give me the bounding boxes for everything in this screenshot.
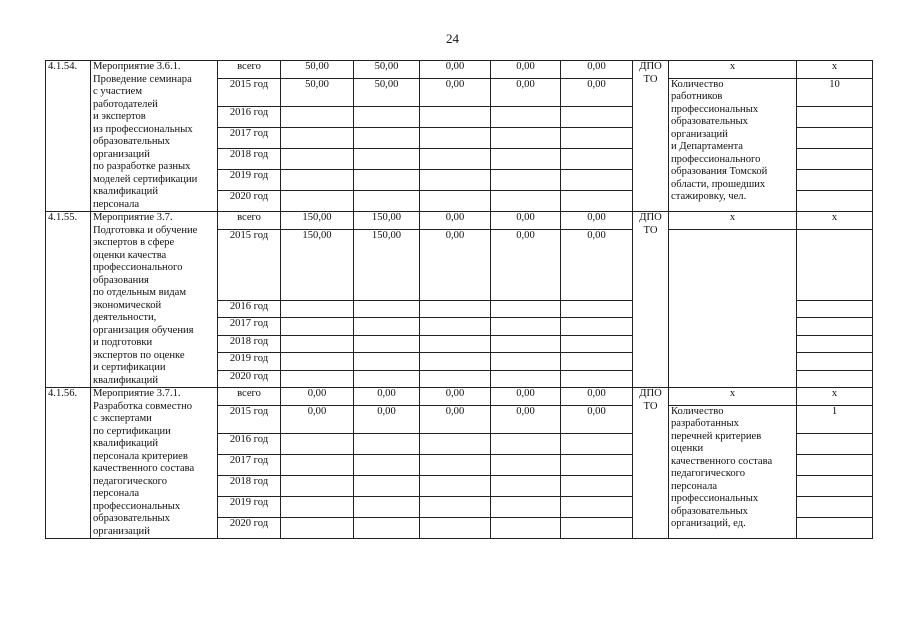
funding-value bbox=[491, 170, 561, 191]
page-number: 24 bbox=[446, 31, 459, 46]
funding-value bbox=[561, 434, 633, 455]
indicator-value bbox=[797, 149, 873, 170]
funding-value bbox=[491, 476, 561, 497]
executor: ДПО ТО bbox=[633, 388, 669, 539]
year-label: 2018 год bbox=[218, 335, 281, 353]
funding-value bbox=[281, 318, 354, 336]
funding-value: 0,00 bbox=[420, 61, 491, 79]
indicator-value bbox=[797, 318, 873, 336]
funding-value: 0,00 bbox=[561, 78, 633, 107]
funding-value: 0,00 bbox=[561, 405, 633, 434]
indicator-value bbox=[797, 370, 873, 388]
funding-value bbox=[420, 318, 491, 336]
indicator-value bbox=[797, 518, 873, 539]
year-label: 2017 год bbox=[218, 318, 281, 336]
year-label: 2017 год bbox=[218, 128, 281, 149]
funding-value bbox=[354, 497, 420, 518]
funding-value bbox=[491, 300, 561, 318]
funding-value bbox=[281, 476, 354, 497]
funding-value: 50,00 bbox=[354, 61, 420, 79]
indicator-value bbox=[797, 455, 873, 476]
indicator-value bbox=[797, 335, 873, 353]
table-row bbox=[46, 61, 873, 79]
funding-value bbox=[491, 434, 561, 455]
year-label: 2016 год bbox=[218, 107, 281, 128]
funding-value bbox=[354, 335, 420, 353]
funding-value bbox=[420, 518, 491, 539]
funding-value bbox=[354, 128, 420, 149]
year-label: 2015 год bbox=[218, 78, 281, 107]
indicator-value: 10 bbox=[797, 78, 873, 107]
funding-value bbox=[491, 497, 561, 518]
indicator-value bbox=[797, 107, 873, 128]
funding-value: 50,00 bbox=[281, 78, 354, 107]
funding-value bbox=[561, 497, 633, 518]
funding-value: 0,00 bbox=[281, 388, 354, 406]
funding-value bbox=[561, 518, 633, 539]
year-label: 2015 год bbox=[218, 405, 281, 434]
funding-value: 0,00 bbox=[420, 78, 491, 107]
funding-value bbox=[281, 370, 354, 388]
funding-value bbox=[491, 455, 561, 476]
funding-value bbox=[561, 476, 633, 497]
indicator-value bbox=[797, 353, 873, 371]
year-label: 2017 год bbox=[218, 455, 281, 476]
funding-value bbox=[561, 170, 633, 191]
funding-value bbox=[354, 107, 420, 128]
year-label: 2019 год bbox=[218, 353, 281, 371]
funding-value: 0,00 bbox=[420, 229, 491, 300]
activity-name: Мероприятие 3.7.1. Разработка совместно с экспертами по сертификации квалификаций персонала критериев качественного состава педагогического персонала профессиональных образовательных организаций bbox=[91, 388, 218, 539]
year-label: 2020 год bbox=[218, 370, 281, 388]
funding-value: 0,00 bbox=[420, 212, 491, 230]
funding-value bbox=[281, 455, 354, 476]
year-label: 2020 год bbox=[218, 518, 281, 539]
funding-value bbox=[491, 318, 561, 336]
activity-name: Мероприятие 3.7. Подготовка и обучение экспертов в сфере оценки качества профессионального образования по отдельным видам экономической деятельности, организация обучения и подготовки экспертов по оценке и сертификации квалификаций bbox=[91, 212, 218, 388]
funding-value bbox=[491, 353, 561, 371]
year-label: всего bbox=[218, 388, 281, 406]
indicator-value: 1 bbox=[797, 405, 873, 434]
year-label: 2015 год bbox=[218, 229, 281, 300]
funding-value bbox=[561, 300, 633, 318]
funding-value: 0,00 bbox=[491, 229, 561, 300]
funding-value bbox=[281, 107, 354, 128]
indicator-value bbox=[797, 191, 873, 212]
year-label: всего bbox=[218, 61, 281, 79]
funding-value: 0,00 bbox=[561, 61, 633, 79]
funding-value bbox=[354, 455, 420, 476]
funding-value bbox=[281, 170, 354, 191]
funding-value bbox=[420, 434, 491, 455]
indicator-value bbox=[797, 497, 873, 518]
funding-value: 0,00 bbox=[491, 405, 561, 434]
table-row bbox=[46, 388, 873, 406]
funding-value bbox=[420, 191, 491, 212]
indicator-value-x-mark: х bbox=[797, 388, 873, 406]
funding-value bbox=[561, 455, 633, 476]
funding-value bbox=[420, 370, 491, 388]
activities-table bbox=[45, 60, 873, 539]
funding-value: 0,00 bbox=[561, 212, 633, 230]
year-label: 2016 год bbox=[218, 300, 281, 318]
funding-value bbox=[561, 318, 633, 336]
funding-value bbox=[354, 434, 420, 455]
funding-value bbox=[491, 370, 561, 388]
indicator-value bbox=[797, 300, 873, 318]
funding-value bbox=[354, 170, 420, 191]
funding-value bbox=[281, 300, 354, 318]
funding-value: 0,00 bbox=[281, 405, 354, 434]
year-label: 2020 год bbox=[218, 191, 281, 212]
indicator-value bbox=[797, 128, 873, 149]
funding-value bbox=[491, 149, 561, 170]
funding-value: 150,00 bbox=[354, 229, 420, 300]
funding-value bbox=[281, 128, 354, 149]
funding-value bbox=[281, 497, 354, 518]
executor: ДПО ТО bbox=[633, 61, 669, 212]
funding-value bbox=[561, 353, 633, 371]
funding-value bbox=[491, 335, 561, 353]
indicator-value bbox=[797, 170, 873, 191]
indicator-x-mark: х bbox=[669, 212, 797, 230]
executor: ДПО ТО bbox=[633, 212, 669, 388]
funding-value bbox=[281, 434, 354, 455]
table-row bbox=[46, 212, 873, 230]
funding-value bbox=[354, 476, 420, 497]
funding-value bbox=[281, 191, 354, 212]
indicator-value bbox=[797, 229, 873, 300]
funding-value bbox=[281, 335, 354, 353]
funding-value bbox=[561, 107, 633, 128]
indicator-value bbox=[797, 476, 873, 497]
activity-number: 4.1.56. bbox=[46, 388, 91, 539]
funding-value: 0,00 bbox=[354, 405, 420, 434]
year-label: 2019 год bbox=[218, 170, 281, 191]
funding-value: 0,00 bbox=[561, 229, 633, 300]
funding-value bbox=[491, 518, 561, 539]
funding-value bbox=[354, 300, 420, 318]
funding-value: 0,00 bbox=[420, 405, 491, 434]
year-label: 2019 год bbox=[218, 497, 281, 518]
funding-value: 0,00 bbox=[354, 388, 420, 406]
funding-value: 150,00 bbox=[354, 212, 420, 230]
funding-value: 0,00 bbox=[491, 61, 561, 79]
funding-value bbox=[420, 476, 491, 497]
funding-value bbox=[491, 128, 561, 149]
funding-value: 50,00 bbox=[354, 78, 420, 107]
funding-value bbox=[281, 518, 354, 539]
year-label: 2016 год bbox=[218, 434, 281, 455]
funding-value bbox=[281, 353, 354, 371]
funding-value bbox=[354, 149, 420, 170]
funding-value bbox=[420, 455, 491, 476]
year-label: 2018 год bbox=[218, 149, 281, 170]
funding-value bbox=[491, 107, 561, 128]
indicator-value bbox=[797, 434, 873, 455]
indicator-value-x-mark: х bbox=[797, 61, 873, 79]
funding-value bbox=[561, 149, 633, 170]
indicator-x-mark: х bbox=[669, 388, 797, 406]
funding-value bbox=[561, 191, 633, 212]
funding-value bbox=[491, 191, 561, 212]
funding-value bbox=[354, 318, 420, 336]
activity-number: 4.1.55. bbox=[46, 212, 91, 388]
activity-name: Мероприятие 3.6.1. Проведение семинара с участием работодателей и экспертов из профессиональных образовательных организаций по разработке разных моделей сертификации квалификаций персонала bbox=[91, 61, 218, 212]
indicator-name: Количество работников профессиональных образовательных организаций и Департамента профессионального образования Томской области, прошедших стажировку, чел. bbox=[669, 78, 797, 212]
year-label: 2018 год bbox=[218, 476, 281, 497]
funding-value bbox=[354, 370, 420, 388]
funding-value bbox=[420, 353, 491, 371]
funding-value bbox=[420, 300, 491, 318]
activity-number: 4.1.54. bbox=[46, 61, 91, 212]
funding-value bbox=[561, 335, 633, 353]
funding-value: 150,00 bbox=[281, 212, 354, 230]
funding-value bbox=[420, 128, 491, 149]
funding-value: 0,00 bbox=[420, 388, 491, 406]
funding-value bbox=[420, 107, 491, 128]
indicator-x-mark: х bbox=[669, 61, 797, 79]
funding-value bbox=[420, 497, 491, 518]
funding-value bbox=[420, 335, 491, 353]
funding-value: 0,00 bbox=[491, 212, 561, 230]
funding-value: 150,00 bbox=[281, 229, 354, 300]
funding-value bbox=[420, 149, 491, 170]
funding-value bbox=[354, 191, 420, 212]
funding-value: 50,00 bbox=[281, 61, 354, 79]
funding-value: 0,00 bbox=[561, 388, 633, 406]
funding-value bbox=[561, 370, 633, 388]
funding-value bbox=[281, 149, 354, 170]
indicator-name bbox=[669, 229, 797, 388]
indicator-value-x-mark: х bbox=[797, 212, 873, 230]
funding-value bbox=[420, 170, 491, 191]
funding-value bbox=[561, 128, 633, 149]
funding-value bbox=[354, 518, 420, 539]
indicator-name: Количество разработанных перечней критериев оценки качественного состава педагогического персонала профессиональных образовательных организаций, ед. bbox=[669, 405, 797, 539]
funding-value: 0,00 bbox=[491, 388, 561, 406]
funding-value bbox=[354, 353, 420, 371]
funding-value: 0,00 bbox=[491, 78, 561, 107]
year-label: всего bbox=[218, 212, 281, 230]
